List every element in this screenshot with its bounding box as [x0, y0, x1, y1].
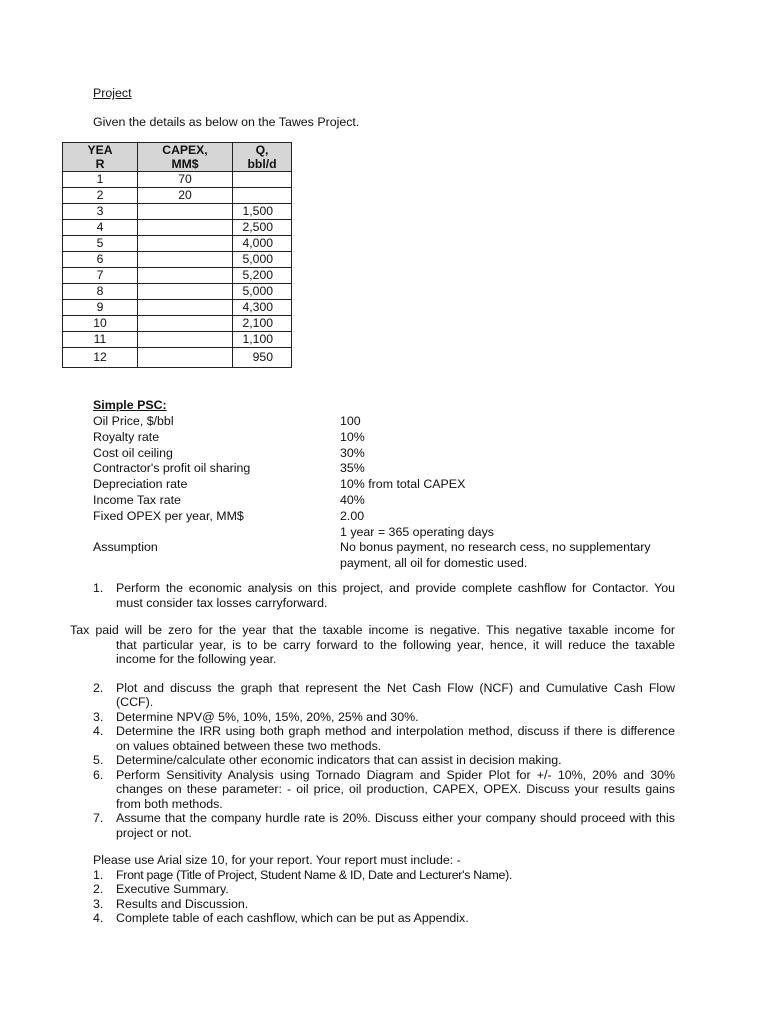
heading-text: Project [93, 86, 132, 100]
table-row [63, 300, 292, 316]
task-text: Determine the IRR using both graph method and interpolation method, discuss if there is difference on values obtained between these two methods. [116, 724, 675, 753]
task-text: Plot and discuss the graph that represent the Net Cash Flow (NCF) and Cumulative Cash Flow (CCF). [116, 680, 675, 709]
year-cell: 12 [63, 348, 138, 368]
table-row [63, 332, 292, 348]
table-row [63, 172, 292, 188]
capex-cell [138, 252, 233, 268]
q-cell: 5,000 [233, 252, 292, 268]
capex-cell [138, 204, 233, 220]
task-item [93, 753, 675, 768]
capex-cell: 70 [138, 172, 233, 188]
task-item [93, 768, 675, 812]
task-text: Assume that the company hurdle rate is 20%. Discuss either your company should proceed with this project or not. [116, 811, 675, 840]
q-cell: 1,500 [233, 204, 292, 220]
table-row [63, 252, 292, 268]
q-cell: 4,300 [233, 300, 292, 316]
task-text: Perform Sensitivity Analysis using Tornado Diagram and Spider Plot for +/- 10%, 20% and 30% changes on these parameter: - oil price, oil production, CAPEX, OPEX. Discuss your results gains from both methods. [116, 767, 675, 811]
task-item [93, 724, 675, 753]
intro-text: Given the details as below on the Tawes Project. [93, 115, 360, 129]
psc-value: 35% [340, 461, 365, 476]
report-item [93, 897, 675, 912]
project-table [62, 142, 292, 368]
psc-row [93, 446, 693, 462]
year-cell: 11 [63, 332, 138, 348]
psc-label: Contractor's profit oil sharing [93, 461, 251, 476]
capex-cell [138, 220, 233, 236]
psc-value: 40% [340, 492, 365, 507]
q-cell: 5,200 [233, 268, 292, 284]
capex-cell [138, 332, 233, 348]
header-capex: CAPEX, MM$ [138, 143, 233, 172]
psc-value: 100 [340, 414, 361, 428]
year-cell: 9 [63, 300, 138, 316]
table-row [63, 316, 292, 332]
task-text: Determine NPV@ 5%, 10%, 15%, 20%, 25% and 30%. [116, 709, 419, 724]
report-item [93, 868, 675, 883]
psc-label: Fixed OPEX per year, MM$ [93, 508, 244, 523]
table-row [63, 236, 292, 252]
psc-value: 10% [340, 429, 365, 444]
q-cell: 2,100 [233, 316, 292, 332]
task-number: 3. [93, 709, 104, 724]
q-cell [233, 172, 292, 188]
table-row [63, 188, 292, 204]
report-text: Complete table of each cashflow, which can be put as Appendix. [116, 911, 469, 925]
header-year: YEA R [63, 143, 138, 172]
psc-row [93, 430, 693, 446]
psc-row [93, 493, 693, 509]
assumption-value: No bonus payment, no research cess, no supplementary payment, all oil for domestic used. [340, 540, 651, 570]
report-number: 2. [93, 882, 104, 896]
capex-cell: 20 [138, 188, 233, 204]
task-item [93, 710, 675, 725]
report-text: Results and Discussion. [116, 896, 249, 911]
header-q: Q, bbl/d [233, 143, 292, 172]
capex-cell [138, 268, 233, 284]
capex-cell [138, 348, 233, 368]
psc-row [93, 461, 693, 477]
table-row [63, 348, 292, 368]
year-cell: 6 [63, 252, 138, 268]
q-cell: 2,500 [233, 220, 292, 236]
task-item [93, 811, 675, 840]
psc-label: Oil Price, $/bbl [93, 414, 174, 428]
assumption-label: Assumption [93, 540, 158, 555]
operating-days: 1 year = 365 operating days [340, 524, 494, 539]
year-cell: 1 [63, 172, 138, 188]
capex-cell [138, 316, 233, 332]
task-item [93, 681, 675, 710]
task-text: Perform the economic analysis on this project, and provide complete cashflow for Contactor. You must consider tax losses carryforward. [116, 581, 675, 610]
year-cell: 8 [63, 284, 138, 300]
q-cell [233, 188, 292, 204]
task-1 [93, 581, 675, 610]
psc-label: Depreciation rate [93, 477, 188, 492]
report-item [93, 882, 675, 897]
psc-row [93, 477, 693, 493]
psc-value: 10% from total CAPEX [340, 477, 466, 492]
q-cell: 950 [233, 348, 292, 368]
tax-note [70, 623, 675, 667]
capex-cell [138, 300, 233, 316]
task-number: 4. [93, 724, 104, 738]
psc-label: Cost oil ceiling [93, 445, 173, 460]
task-number: 2. [93, 680, 104, 695]
q-cell: 1,100 [233, 332, 292, 348]
year-cell: 2 [63, 188, 138, 204]
q-cell: 5,000 [233, 284, 292, 300]
tax-note-rest: that particular year, is to be carry forward to the following year, hence, it will reduce the taxable income for the following year. [116, 637, 675, 666]
psc-section [93, 398, 693, 572]
task-list [93, 681, 675, 841]
task-number: 7. [93, 811, 104, 825]
year-cell: 4 [63, 220, 138, 236]
report-text: Front page (Title of Project, Student Name & ID, Date and Lecturer's Name). [116, 867, 513, 882]
psc-row [93, 509, 693, 525]
year-cell: 5 [63, 236, 138, 252]
report-text: Executive Summary. [116, 882, 229, 896]
table-row [63, 204, 292, 220]
table-row [63, 268, 292, 284]
psc-value: 2.00 [340, 508, 365, 523]
psc-title: Simple PSC: [93, 398, 167, 412]
report-requirements [93, 853, 675, 926]
year-cell: 10 [63, 316, 138, 332]
psc-label: Royalty rate [93, 429, 160, 444]
capex-cell [138, 284, 233, 300]
report-number: 4. [93, 911, 104, 925]
report-number: 1. [93, 867, 104, 882]
table-row [63, 284, 292, 300]
q-cell: 4,000 [233, 236, 292, 252]
questions-flow [70, 581, 675, 926]
task-number: 1. [93, 581, 104, 595]
psc-value: 30% [340, 445, 365, 460]
report-item [93, 911, 675, 926]
heading [93, 86, 132, 102]
year-cell: 7 [63, 268, 138, 284]
tax-note-first: Tax paid will be zero for the year that the taxable income is negative. This negative taxable income for [70, 623, 675, 637]
report-intro: Please use Arial size 10, for your report. Your report must include: - [93, 853, 461, 867]
year-cell: 3 [63, 204, 138, 220]
task-text: Determine/calculate other economic indicators that can assist in decision making. [116, 753, 562, 767]
capex-cell [138, 236, 233, 252]
psc-row [93, 414, 693, 430]
table-row [63, 220, 292, 236]
psc-label: Income Tax rate [93, 492, 181, 507]
task-number: 6. [93, 767, 104, 782]
report-number: 3. [93, 896, 104, 911]
task-number: 5. [93, 753, 104, 767]
